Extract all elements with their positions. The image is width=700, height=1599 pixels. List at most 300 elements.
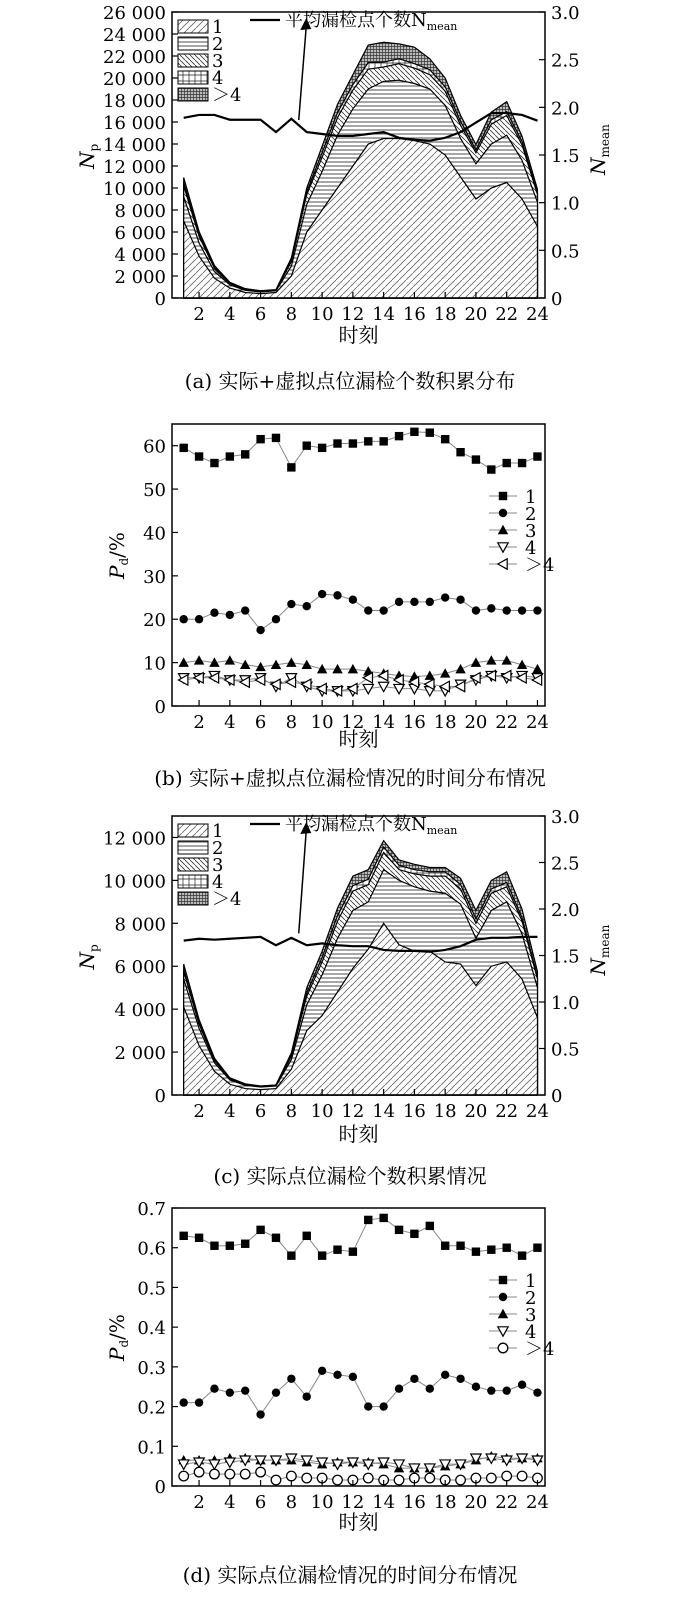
data-point <box>503 1244 511 1252</box>
y-tick-label: 8 000 <box>114 914 166 936</box>
data-point <box>272 1388 280 1396</box>
y-tick-label: 2 000 <box>114 1043 166 1065</box>
data-point <box>226 1242 234 1250</box>
y2-tick-label: 1.5 <box>551 946 580 968</box>
y-tick-label: 0 <box>154 1477 166 1498</box>
y-tick-label: 0.1 <box>137 1437 166 1459</box>
x-axis-label: 时刻 <box>338 323 379 347</box>
legend-swatch-3 <box>178 54 208 67</box>
data-point <box>287 600 295 608</box>
y-tick-label: 0.2 <box>137 1397 166 1419</box>
legend-label-1: 1 <box>525 487 537 508</box>
x-tick-label: 2 <box>193 304 205 325</box>
data-point <box>225 655 235 664</box>
x-tick-label: 20 <box>464 1101 488 1122</box>
x-tick-label: 2 <box>193 1101 205 1122</box>
legend-swatch-5 <box>178 88 208 101</box>
data-point <box>410 428 418 436</box>
x-tick-label: 10 <box>310 1492 334 1513</box>
data-point <box>517 660 527 669</box>
y-axis-label-sub: p <box>87 944 101 952</box>
y-tick-label: 50 <box>143 480 166 502</box>
data-point <box>256 1226 264 1234</box>
y-tick-label: 18 000 <box>103 91 166 112</box>
data-point <box>440 668 450 677</box>
data-point <box>533 1244 541 1252</box>
y-tick-label: 60 <box>143 436 166 458</box>
data-point <box>487 465 495 473</box>
data-point <box>210 459 218 467</box>
x-tick-label: 8 <box>285 304 298 325</box>
y-tick-label: 10 000 <box>103 179 166 200</box>
data-point <box>195 452 203 460</box>
x-tick-label: 16 <box>402 712 426 733</box>
x-tick-label: 12 <box>341 1101 365 1122</box>
x-axis-label: 时刻 <box>338 1122 379 1146</box>
data-point <box>333 1475 343 1485</box>
data-point <box>179 1398 187 1406</box>
y-tick-label: 0.7 <box>137 1199 166 1220</box>
data-point <box>364 606 372 614</box>
data-point <box>318 1367 326 1375</box>
x-tick-label: 16 <box>402 1101 426 1122</box>
y-tick-label: 10 000 <box>103 871 166 893</box>
x-tick-label: 4 <box>224 1492 236 1513</box>
data-point <box>487 1386 495 1394</box>
series-line <box>184 1371 538 1415</box>
y-tick-label: 14 000 <box>103 135 166 156</box>
chart-b <box>105 424 554 790</box>
series-1 <box>179 1214 541 1260</box>
legend-marker-1 <box>499 1276 507 1284</box>
y-tick-label: 20 <box>143 610 166 632</box>
y-tick-label: 0.6 <box>137 1238 166 1260</box>
x-tick-label: 10 <box>310 712 334 733</box>
x-tick-label: 22 <box>495 712 519 733</box>
x-tick-label: 24 <box>526 1492 549 1513</box>
y2-tick-label: 0.5 <box>551 241 580 263</box>
data-point <box>240 660 250 669</box>
data-point <box>303 441 311 449</box>
series-line <box>184 594 538 630</box>
data-point <box>349 1373 357 1381</box>
y-tick-label: 30 <box>143 566 166 588</box>
legend-swatch-1 <box>178 824 208 837</box>
y2-tick-label: 1.0 <box>551 993 580 1014</box>
y-tick-label: 2 000 <box>114 267 166 288</box>
data-point <box>379 606 387 614</box>
data-point <box>503 1386 511 1394</box>
legend-label-5: ＞4 <box>212 889 242 910</box>
data-point <box>210 1469 220 1479</box>
data-point <box>518 1381 526 1389</box>
y2-tick-label: 2.5 <box>551 853 580 875</box>
data-point <box>395 1226 403 1234</box>
legend-swatch-5 <box>178 892 208 905</box>
series-line <box>184 1472 538 1480</box>
data-point <box>333 1371 341 1379</box>
data-point <box>517 1471 527 1481</box>
data-point <box>487 1473 497 1483</box>
data-point <box>256 626 264 634</box>
legend-mean-sub: mean <box>426 824 458 837</box>
legend-marker-5 <box>498 559 507 569</box>
series-line <box>184 432 538 470</box>
legend-label-4: 4 <box>212 68 224 89</box>
legend-mean-sub: mean <box>426 20 458 33</box>
legend-label-5: ＞4 <box>212 85 242 106</box>
x-tick-label: 6 <box>254 1492 267 1513</box>
data-point <box>395 598 403 606</box>
y-tick-label: 0.4 <box>137 1318 166 1340</box>
chart-c <box>75 807 612 1188</box>
y-tick-label: 16 000 <box>103 113 166 134</box>
data-point <box>426 598 434 606</box>
data-point <box>178 1460 188 1469</box>
y2-axis-label-sub: mean <box>598 124 612 158</box>
y-tick-label: 22 000 <box>103 47 166 68</box>
data-point <box>241 450 249 458</box>
x-tick-label: 18 <box>433 304 457 325</box>
data-point <box>472 455 480 463</box>
series-line <box>184 1218 538 1256</box>
data-point <box>395 432 403 440</box>
data-point <box>210 1242 218 1250</box>
x-tick-label: 14 <box>372 712 396 733</box>
y-axis-label <box>105 1314 131 1362</box>
y2-tick-label: 3.0 <box>551 807 580 828</box>
legend-label-4: 4 <box>212 872 224 893</box>
legend-mean-text: 平均漏检点个数N <box>285 814 427 835</box>
x-tick-label: 18 <box>433 1101 457 1122</box>
data-point <box>226 452 234 460</box>
chart-d <box>105 1199 554 1587</box>
data-point <box>379 1214 387 1222</box>
data-point <box>472 1383 480 1391</box>
legend-label-1: 1 <box>212 17 224 38</box>
y2-axis-label <box>586 924 612 976</box>
data-point <box>518 459 526 467</box>
data-point <box>410 1375 418 1383</box>
data-point <box>195 1234 203 1242</box>
series-line <box>184 1458 538 1468</box>
series-2 <box>179 1367 541 1419</box>
x-tick-label: 8 <box>285 1101 298 1122</box>
data-point <box>456 1375 464 1383</box>
x-tick-label: 2 <box>193 712 205 733</box>
y-axis-label <box>75 944 101 971</box>
y2-tick-label: 1.5 <box>551 146 580 167</box>
data-point <box>179 1471 189 1481</box>
y-axis-label <box>105 532 131 580</box>
data-point <box>455 664 465 673</box>
y2-axis-label <box>586 124 612 176</box>
data-point <box>287 1251 295 1259</box>
y-tick-label: 10 <box>143 653 166 675</box>
data-point <box>349 1247 357 1255</box>
data-point <box>241 606 249 614</box>
data-point <box>287 463 295 471</box>
x-tick-label: 20 <box>464 304 488 325</box>
series-2 <box>179 590 541 634</box>
mean-arrow <box>299 26 307 120</box>
x-tick-label: 8 <box>285 1492 298 1513</box>
data-point <box>472 1247 480 1255</box>
legend-swatch-2 <box>178 37 208 50</box>
y-tick-label: 0 <box>154 1086 166 1107</box>
data-point <box>456 596 464 604</box>
x-tick-label: 10 <box>310 304 334 325</box>
y-tick-label: 40 <box>143 523 166 545</box>
y-tick-label: 24 000 <box>103 25 166 46</box>
x-tick-label: 4 <box>224 304 236 325</box>
legend-mean-label <box>285 814 457 837</box>
y-axis-label-sub: p <box>87 143 101 152</box>
y2-tick-label: 3.0 <box>551 3 580 24</box>
y-tick-label: 6 000 <box>114 957 166 979</box>
x-tick-label: 12 <box>341 712 365 733</box>
data-point <box>395 1385 403 1393</box>
y-axis-label-main: N <box>75 952 99 970</box>
y-axis-label-main: P <box>105 565 129 579</box>
data-point <box>333 591 341 599</box>
data-point <box>194 655 204 664</box>
x-tick-label: 6 <box>254 712 267 733</box>
data-point <box>487 604 495 612</box>
legend-label-2: 2 <box>525 1288 537 1309</box>
data-point <box>241 1386 249 1394</box>
data-point <box>318 444 326 452</box>
y-tick-label: 8 000 <box>114 201 166 222</box>
x-tick-label: 8 <box>285 712 298 733</box>
legend-label-1: 1 <box>525 1271 537 1292</box>
data-point <box>210 1385 218 1393</box>
x-tick-label: 20 <box>464 1492 488 1513</box>
x-tick-label: 12 <box>341 304 365 325</box>
data-point <box>364 1402 372 1410</box>
data-point <box>195 1398 203 1406</box>
data-point <box>225 1469 235 1479</box>
y-axis-label-sub: d <box>117 557 131 566</box>
data-point <box>333 439 341 447</box>
y-tick-label: 12 000 <box>103 828 166 850</box>
data-point <box>441 1242 449 1250</box>
series-line <box>184 660 538 676</box>
data-point <box>286 657 296 666</box>
data-point <box>441 1371 449 1379</box>
legend-label-4: 4 <box>525 1322 537 1343</box>
legend-label-2: 2 <box>212 838 224 859</box>
y2-tick-label: 2.0 <box>551 98 580 120</box>
legend-label-5: ＞4 <box>525 1339 555 1360</box>
data-point <box>426 1222 434 1230</box>
y-tick-label: 20 000 <box>103 69 166 90</box>
data-point <box>318 590 326 598</box>
x-tick-label: 6 <box>254 304 267 325</box>
legend-mean-label <box>285 10 457 33</box>
x-tick-label: 24 <box>526 1101 549 1122</box>
legend-label-1: 1 <box>212 821 224 842</box>
data-point <box>533 1388 541 1396</box>
x-tick-label: 20 <box>464 712 488 733</box>
legend-label-2: 2 <box>525 504 537 525</box>
y-tick-label: 0 <box>154 697 166 718</box>
x-tick-label: 18 <box>433 712 457 733</box>
legend-label-3: 3 <box>212 855 224 876</box>
y-tick-label: 0.3 <box>137 1357 166 1379</box>
x-tick-label: 6 <box>254 1101 267 1122</box>
data-point <box>272 434 280 442</box>
data-point <box>210 609 218 617</box>
x-tick-label: 22 <box>495 1492 519 1513</box>
data-point <box>364 1216 372 1224</box>
data-point <box>349 596 357 604</box>
x-tick-label: 14 <box>372 1101 396 1122</box>
legend-label-3: 3 <box>525 521 537 542</box>
data-point <box>272 1234 280 1242</box>
data-point <box>209 1460 219 1469</box>
y-tick-label: 4 000 <box>114 1000 166 1022</box>
legend-swatch-4 <box>178 71 208 84</box>
figure-caption: (a) 实际+虚拟点位漏检个数积累分布 <box>184 369 516 393</box>
y2-tick-label: 0 <box>551 1086 563 1107</box>
mean-arrow <box>299 830 307 933</box>
data-point <box>456 1242 464 1250</box>
data-point <box>410 1230 418 1238</box>
data-point <box>363 1473 373 1483</box>
legend-label-5: ＞4 <box>525 555 555 576</box>
series-1 <box>179 428 541 474</box>
figure-caption: (b) 实际+虚拟点位漏检情况的时间分布情况 <box>154 766 546 790</box>
x-tick-label: 10 <box>310 1101 334 1122</box>
data-point <box>410 598 418 606</box>
data-point <box>179 615 187 623</box>
chart-a <box>75 3 612 393</box>
data-point <box>518 1251 526 1259</box>
y-axis-label <box>75 144 101 171</box>
data-point <box>195 615 203 623</box>
legend-marker-2 <box>499 1293 507 1301</box>
y2-tick-label: 2.5 <box>551 50 580 72</box>
data-point <box>303 602 311 610</box>
data-point <box>533 452 541 460</box>
y2-axis-label-main: N <box>586 157 610 175</box>
data-point <box>256 1467 266 1477</box>
legend-label-4: 4 <box>525 538 537 559</box>
x-tick-label: 22 <box>495 304 519 325</box>
data-point <box>179 444 187 452</box>
data-point <box>271 1475 281 1485</box>
legend-marker-5 <box>498 1343 508 1353</box>
data-point <box>302 1473 312 1483</box>
data-point <box>394 1475 404 1485</box>
y2-axis-label-main: N <box>586 958 610 976</box>
y-axis-label-suffix: /% <box>105 532 129 558</box>
x-tick-label: 18 <box>433 1492 457 1513</box>
y-axis-label-suffix: /% <box>105 1314 129 1340</box>
x-tick-label: 12 <box>341 1492 365 1513</box>
figure-caption: (c) 实际点位漏检个数积累情况 <box>213 1164 487 1188</box>
data-point <box>194 1467 204 1477</box>
x-tick-label: 14 <box>372 1492 396 1513</box>
data-point <box>503 459 511 467</box>
data-point <box>256 1410 264 1418</box>
x-axis-label: 时刻 <box>338 727 379 751</box>
x-axis-label: 时刻 <box>338 1510 379 1534</box>
data-point <box>441 435 449 443</box>
x-tick-label: 4 <box>224 1101 236 1122</box>
y-axis-label-main: N <box>75 151 99 169</box>
data-point <box>532 664 542 673</box>
data-point <box>518 606 526 614</box>
x-tick-label: 16 <box>402 304 426 325</box>
x-tick-label: 24 <box>526 304 549 325</box>
y2-tick-label: 2.0 <box>551 900 580 921</box>
x-tick-label: 22 <box>495 1101 519 1122</box>
y-tick-label: 0 <box>154 289 166 310</box>
data-point <box>226 611 234 619</box>
data-point <box>426 428 434 436</box>
y-tick-label: 0.5 <box>137 1278 166 1300</box>
data-point <box>240 1469 250 1479</box>
data-point <box>503 606 511 614</box>
data-point <box>226 1388 234 1396</box>
data-point <box>456 1475 466 1485</box>
data-point <box>502 1471 512 1481</box>
y-axis-label-main: P <box>105 1347 129 1361</box>
legend-label-3: 3 <box>212 51 224 72</box>
data-point <box>425 1473 435 1483</box>
y-tick-label: 6 000 <box>114 223 166 244</box>
data-point <box>287 1375 295 1383</box>
y2-tick-label: 1.0 <box>551 193 580 215</box>
x-tick-label: 24 <box>526 712 549 733</box>
data-point <box>426 1385 434 1393</box>
y2-axis-label-sub: mean <box>598 924 612 958</box>
legend-marker-1 <box>499 492 507 500</box>
y-tick-label: 4 000 <box>114 245 166 266</box>
x-tick-label: 14 <box>372 304 396 325</box>
figure-caption: (d) 实际点位漏检情况的时间分布情况 <box>182 1563 518 1587</box>
data-point <box>441 593 449 601</box>
data-point <box>241 1240 249 1248</box>
data-point <box>364 437 372 445</box>
legend-mean-text: 平均漏检点个数N <box>285 10 427 31</box>
data-point <box>487 1246 495 1254</box>
legend-label-2: 2 <box>212 34 224 55</box>
data-point <box>379 437 387 445</box>
y2-tick-label: 0.5 <box>551 1039 580 1061</box>
data-point <box>303 1392 311 1400</box>
data-point <box>287 1471 297 1481</box>
data-point <box>179 1232 187 1240</box>
x-tick-label: 4 <box>224 712 236 733</box>
legend-marker-2 <box>499 509 507 517</box>
data-point <box>318 1251 326 1259</box>
x-tick-label: 2 <box>193 1492 205 1513</box>
legend-label-3: 3 <box>525 1305 537 1326</box>
data-point <box>472 606 480 614</box>
data-point <box>456 448 464 456</box>
series-5 <box>179 1467 542 1485</box>
legend-swatch-1 <box>178 20 208 33</box>
data-point <box>533 606 541 614</box>
data-point <box>272 615 280 623</box>
legend-swatch-3 <box>178 858 208 871</box>
y-tick-label: 12 000 <box>103 157 166 178</box>
data-point <box>333 1246 341 1254</box>
data-point <box>349 439 357 447</box>
